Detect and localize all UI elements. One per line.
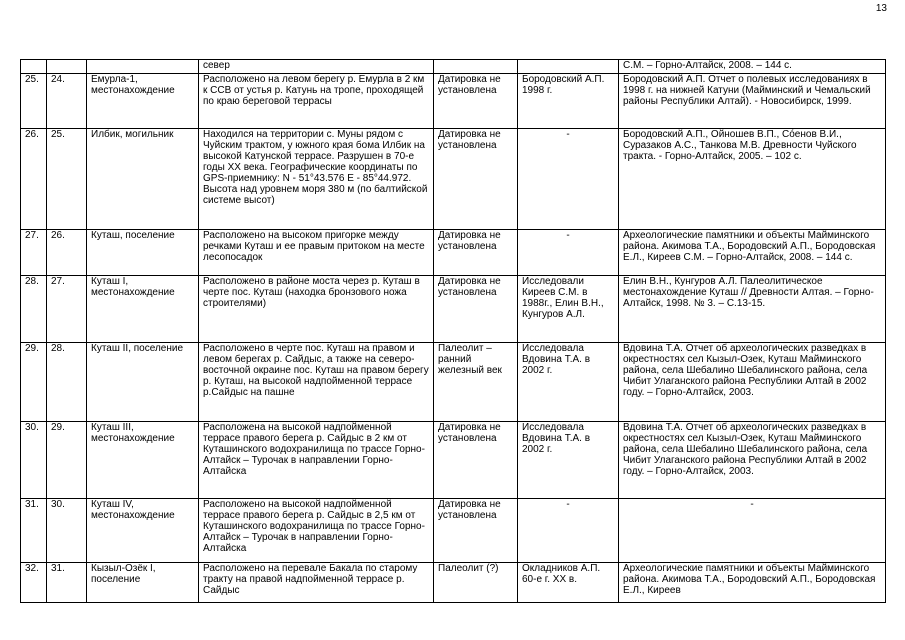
cell-location: Расположена на высокой надпойменной террасе правого берега р. Сайдыс в 2 км от Куташинского водохранилища по трассе Горно-Алтайск – Турочак в направлении Горно-Алтайска — [199, 422, 434, 499]
monuments-table — [20, 59, 886, 603]
cell-researchers: Исследовала Вдовина Т.А. в 2002 г. — [518, 422, 619, 499]
cell-researchers: Исследовали Киреев С.М. в 1988г., Елин В.Н., Кунгуров А.Л. — [518, 276, 619, 343]
cell-literature: Бородовский А.П., Ойношев В.П., Сóенов В.И., Суразаков А.С., Танкова М.В. Древности Чуйского тракта. - Горно-Алтайск, 2005. – 102 с. — [619, 129, 886, 230]
cell-name: Куташ III, местонахождение — [87, 422, 199, 499]
cell-dating: Датировка не установлена — [434, 74, 518, 129]
cell-literature: Археологические памятники и объекты Майминского района. Акимова Т.А., Бородовский А.П., Бородовская Е.Л., Киреев — [619, 563, 886, 603]
cell-researchers: Окладников А.П. 60-е г. XX в. — [518, 563, 619, 603]
table-row — [21, 499, 886, 563]
cell-num: 27. — [21, 230, 47, 276]
table-row — [21, 74, 886, 129]
cell-dating: Палеолит – ранний железный век — [434, 343, 518, 422]
cell-literature: - — [619, 499, 886, 563]
cell-sub: 29. — [47, 422, 87, 499]
table-row — [21, 343, 886, 422]
cell-name: Илбик, могильник — [87, 129, 199, 230]
cell-sub — [47, 60, 87, 74]
cell-num: 29. — [21, 343, 47, 422]
cell-num: 30. — [21, 422, 47, 499]
cell-literature: Бородовский А.П. Отчет о полевых исследованиях в 1998 г. на нижней Катуни (Майминский и Чемальский районы Республики Алтай). - Новосибирск, 1999. — [619, 74, 886, 129]
cell-name: Куташ, поселение — [87, 230, 199, 276]
cell-num: 32. — [21, 563, 47, 603]
cell-literature: Елин В.Н., Кунгуров А.Л. Палеолитическое местонахождение Куташ // Древности Алтая. – Горно-Алтайск, 1998. № 3. – С.13-15. — [619, 276, 886, 343]
cell-researchers: Исследовала Вдовина Т.А. в 2002 г. — [518, 343, 619, 422]
cell-location: Расположено на перевале Бакала по старому тракту на правой надпойменной террасе р. Сайдыс — [199, 563, 434, 603]
table-row — [21, 129, 886, 230]
cell-dating: Датировка не установлена — [434, 276, 518, 343]
table-row — [21, 276, 886, 343]
cell-sub: 24. — [47, 74, 87, 129]
cell-location: Расположено в черте пос. Куташ на правом и левом берегах р. Сайдыс, а также на северо-восточной окраине пос. Куташ на правом берегу р. Куташ, на высокой надпойменной террасе р.Сайдыс на пашне — [199, 343, 434, 422]
cell-literature: С.М. – Горно-Алтайск, 2008. – 144 с. — [619, 60, 886, 74]
cell-num: 28. — [21, 276, 47, 343]
cell-num — [21, 60, 47, 74]
cell-location: Расположено на высокой надпойменной террасе правого берега р. Сайдыс в 2,5 км от Куташинского водохранилища по трассе Горно-Алтайск – Турочак в направлении Горно-Алтайска — [199, 499, 434, 563]
cell-name — [87, 60, 199, 74]
cell-dating: Датировка не установлена — [434, 422, 518, 499]
cell-dating: Датировка не установлена — [434, 499, 518, 563]
table-row — [21, 230, 886, 276]
cell-sub: 25. — [47, 129, 87, 230]
cell-dating: Датировка не установлена — [434, 230, 518, 276]
cell-dating — [434, 60, 518, 74]
cell-name: Куташ II, поселение — [87, 343, 199, 422]
cell-researchers: - — [518, 129, 619, 230]
cell-dating: Датировка не установлена — [434, 129, 518, 230]
cell-researchers: - — [518, 499, 619, 563]
cell-location: Расположено на левом берегу р. Емурла в 2 км к ССВ от устья р. Катунь на тропе, проходящей по краю береговой террасы — [199, 74, 434, 129]
table-body — [21, 60, 886, 603]
cell-researchers: - — [518, 230, 619, 276]
cell-sub: 27. — [47, 276, 87, 343]
table-row-continued — [21, 60, 886, 74]
cell-literature: Вдовина Т.А. Отчет об археологических разведках в окрестностях сел Кызыл-Озек, Куташ Майминского района, села Шебалино Шебалинского района, села Чибит Улаганского района Республики Алтай в 2002 году. – Горно-Алтайск, 2003. — [619, 422, 886, 499]
cell-location: Расположено в районе моста через р. Куташ в черте пос. Куташ (находка бронзового ножа строителями) — [199, 276, 434, 343]
cell-sub: 26. — [47, 230, 87, 276]
page-number: 13 — [875, 3, 887, 14]
cell-num: 25. — [21, 74, 47, 129]
cell-researchers: Бородовский А.П. 1998 г. — [518, 74, 619, 129]
cell-dating: Палеолит (?) — [434, 563, 518, 603]
cell-sub: 30. — [47, 499, 87, 563]
cell-location: север — [199, 60, 434, 74]
cell-name: Куташ I, местонахождение — [87, 276, 199, 343]
cell-sub: 31. — [47, 563, 87, 603]
table-row — [21, 563, 886, 603]
cell-sub: 28. — [47, 343, 87, 422]
cell-location: Расположено на высоком пригорке между речками Куташ и ее правым притоком на месте лесопосадок — [199, 230, 434, 276]
table-row — [21, 422, 886, 499]
cell-name: Емурла-1, местонахождение — [87, 74, 199, 129]
cell-num: 31. — [21, 499, 47, 563]
cell-num: 26. — [21, 129, 47, 230]
cell-name: Куташ IV, местонахождение — [87, 499, 199, 563]
cell-name: Кызыл-Озёк I, поселение — [87, 563, 199, 603]
cell-literature: Археологические памятники и объекты Майминского района. Акимова Т.А., Бородовский А.П., Бородовская Е.Л., Киреев С.М. – Горно-Алтайск, 2008. – 144 с. — [619, 230, 886, 276]
cell-location: Находился на территории с. Муны рядом с Чуйским трактом, у южного края бома Илбик на высокой Катунской террасе. Разрушен в 70-е годы XX века. Географические координаты по GPS-приемнику: N - 51°43.576 E - 85°44.972. Высота над уровнем моря 380 м (по балтийской системе высот) — [199, 129, 434, 230]
cell-literature: Вдовина Т.А. Отчет об археологических разведках в окрестностях сел Кызыл-Озек, Куташ Майминского района, села Шебалино Шебалинского района, села Чибит Улаганского района Республики Алтай в 2002 году. – Горно-Алтайск, 2003. — [619, 343, 886, 422]
cell-researchers — [518, 60, 619, 74]
